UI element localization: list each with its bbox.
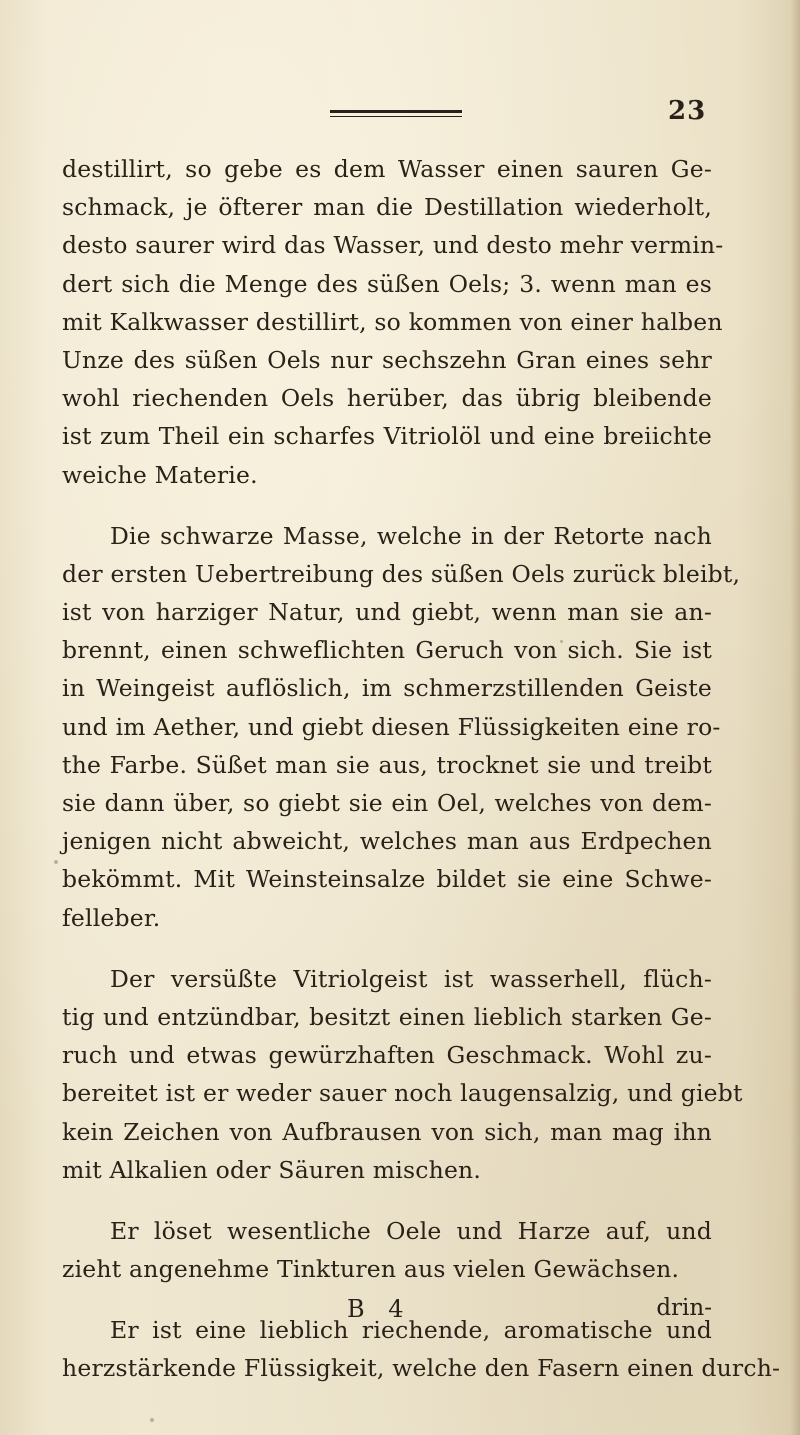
text-line: desto saurer wird das Wasser, und desto mehr vermin- bbox=[62, 231, 724, 260]
text-line: wohl riechenden Oels herüber, das übrig bleibende bbox=[62, 384, 712, 413]
text-line: Der versüßte Vitriolgeist ist wasserhell, flüch- bbox=[110, 964, 712, 993]
text-line: Unze des süßen Oels nur sechszehn Gran eines sehr bbox=[62, 345, 712, 374]
page-number: 23 bbox=[668, 96, 707, 126]
paper-speck bbox=[560, 640, 563, 643]
text-line: brennt, einen schweflichten Geruch von sich. Sie ist bbox=[62, 636, 712, 665]
text-line: mit Kalkwasser destillirt, so kommen von einer halben bbox=[62, 307, 723, 336]
paper-speck bbox=[150, 1418, 154, 1422]
paragraph-3 bbox=[62, 960, 743, 1189]
catchword: drin- bbox=[656, 1295, 712, 1321]
text-line: bereitet ist er weder sauer noch laugensalzig, und giebt bbox=[62, 1079, 743, 1108]
paragraph-4 bbox=[62, 1212, 712, 1288]
text-line: ruch und etwas gewürzhaften Geschmack. Wohl zu- bbox=[62, 1041, 712, 1070]
text-line: kein Zeichen von Aufbrausen von sich, man mag ihn bbox=[62, 1117, 712, 1146]
text-line: in Weingeist auflöslich, im schmerzstillenden Geiste bbox=[62, 674, 712, 703]
text-line: felleber. bbox=[62, 903, 161, 932]
text-line: zieht angenehme Tinkturen aus vielen Gewächsen. bbox=[62, 1255, 680, 1284]
page-footer bbox=[62, 1295, 712, 1335]
text-line: jenigen nicht abweicht, welches man aus Erdpechen bbox=[62, 827, 712, 856]
text-line: ist zum Theil ein scharfes Vitriolöl und eine breiichte bbox=[62, 422, 712, 451]
text-line: ist von harziger Natur, und giebt, wenn man sie an- bbox=[62, 598, 712, 627]
text-line: destillirt, so gebe es dem Wasser einen sauren Ge- bbox=[62, 155, 712, 183]
text-line: Die schwarze Masse, welche in der Retorte nach bbox=[110, 521, 712, 550]
text-line: sie dann über, so giebt sie ein Oel, welches von dem- bbox=[62, 789, 712, 817]
text-line: weiche Materie. bbox=[62, 460, 258, 489]
paper-speck bbox=[54, 860, 58, 864]
text-line: und im Aether, und giebt diesen Flüssigkeiten eine ro- bbox=[62, 712, 721, 741]
paragraph-2 bbox=[62, 517, 741, 937]
text-line: tig und entzündbar, besitzt einen lieblich starken Ge- bbox=[62, 1002, 712, 1031]
text-line: mit Alkalien oder Säuren mischen. bbox=[62, 1155, 482, 1184]
text-line: Er ist eine lieblich riechende, aromatische und bbox=[110, 1316, 712, 1345]
text-line: dert sich die Menge des süßen Oels; 3. wenn man es bbox=[62, 269, 712, 298]
header-rule bbox=[330, 110, 462, 113]
signature-mark: B 4 bbox=[347, 1295, 412, 1323]
text-line: der ersten Uebertreibung des süßen Oels zurück bleibt, bbox=[62, 559, 741, 588]
text-line: schmack, je öfterer man die Destillation wiederholt, bbox=[62, 193, 712, 222]
paragraph-1 bbox=[62, 150, 724, 494]
text-line: Er löset wesentliche Oele und Harze auf, und bbox=[110, 1216, 712, 1245]
body-text bbox=[62, 150, 781, 1388]
text-line: bekömmt. Mit Weinsteinsalze bildet sie eine Schwe- bbox=[62, 865, 712, 894]
page-edge-shadow bbox=[790, 0, 800, 1435]
text-line: the Farbe. Süßet man sie aus, trocknet sie und treibt bbox=[62, 750, 712, 779]
text-line: herzstärkende Flüssigkeit, welche den Fasern einen durch- bbox=[62, 1354, 781, 1383]
